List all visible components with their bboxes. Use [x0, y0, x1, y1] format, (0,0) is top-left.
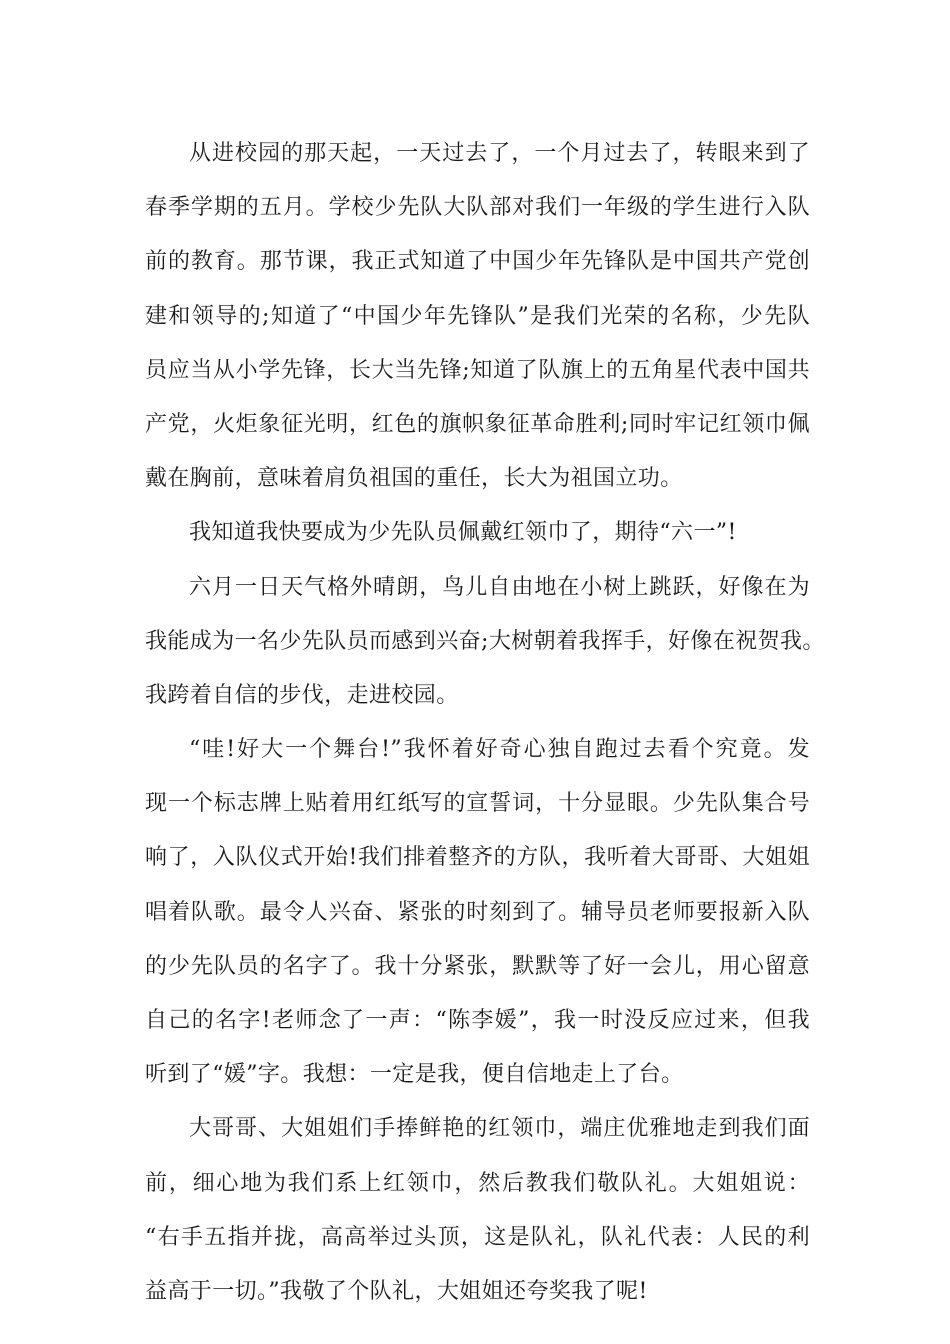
text-line: 唱着队歌。最令人兴奋、紧张的时刻到了。辅导员老师要报新入队	[145, 899, 810, 925]
text-line: 我跨着自信的步伐，走进校园。	[145, 682, 459, 708]
text-line: 益高于一切。”我敬了个队礼，大姐姐还夸奖我了呢!	[145, 1278, 648, 1304]
text-line: 大哥哥、大姐姐们手捧鲜艳的红领巾，端庄优雅地走到我们面	[189, 1116, 810, 1142]
text-line: “右手五指并拢，高高举过头顶，这是队礼，队礼代表：人民的利	[145, 1224, 810, 1250]
text-line: 建和领导的;知道了“中国少年先锋队”是我们光荣的名称，少先队	[145, 303, 810, 329]
text-line: 产党，火炬象征光明，红色的旗帜象征革命胜利;同时牢记红领巾佩	[145, 411, 810, 437]
text-line: 从进校园的那天起，一天过去了，一个月过去了，转眼来到了	[189, 141, 810, 166]
text-line: 春季学期的五月。学校少先队大队部对我们一年级的学生进行入队	[145, 195, 810, 221]
text-line: 我能成为一名少先队员而感到兴奋;大树朝着我挥手，好像在祝贺我。	[145, 628, 825, 654]
text-line: 现一个标志牌上贴着用红纸写的宣誓词，十分显眼。少先队集合号	[145, 791, 810, 817]
text-line: 前，细心地为我们系上红领巾，然后教我们敬队礼。大姐姐说：	[145, 1170, 810, 1196]
text-line: 的少先队员的名字了。我十分紧张，默默等了好一会儿，用心留意	[145, 953, 810, 979]
document-body	[145, 127, 825, 1319]
text-line: 六月一日天气格外晴朗，鸟儿自由地在小树上跳跃，好像在为	[189, 574, 810, 600]
text-line: 自己的名字!老师念了一声：“陈李媛”，我一时没反应过来，但我	[145, 1008, 810, 1033]
text-line: “哇!好大一个舞台!”我怀着好奇心独自跑过去看个究竟。发	[189, 737, 810, 763]
text-line: 前的教育。那节课，我正式知道了中国少年先锋队是中国共产党创	[145, 249, 810, 275]
text-line: 响了，入队仪式开始!我们排着整齐的方队，我听着大哥哥、大姐姐	[145, 845, 810, 871]
text-line: 戴在胸前，意味着肩负祖国的重任，长大为祖国立功。	[145, 466, 683, 492]
text-line: 听到了“媛”字。我想：一定是我，便自信地走上了台。	[145, 1062, 684, 1088]
text-line: 员应当从小学先锋，长大当先锋;知道了队旗上的五角星代表中国共	[145, 357, 810, 383]
text-line: 我知道我快要成为少先队员佩戴红领巾了，期待“六一”!	[189, 520, 737, 546]
